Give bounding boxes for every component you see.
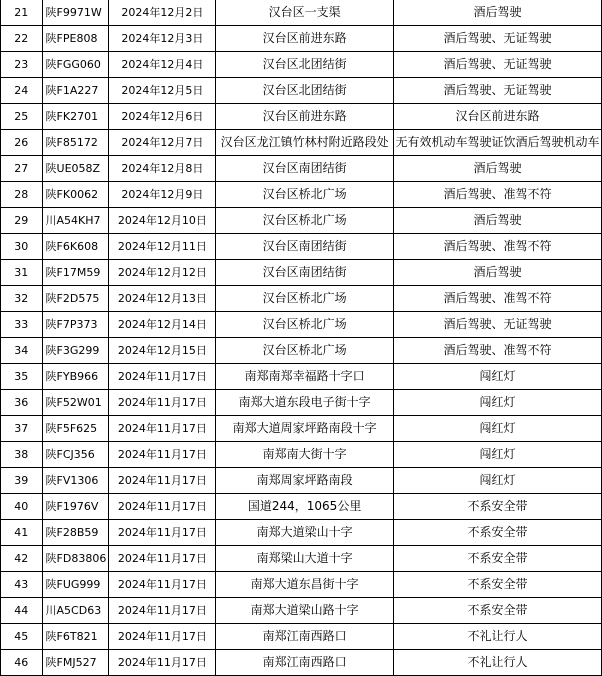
table-row bbox=[1, 156, 602, 182]
cell-date: 2024年12月10日 bbox=[109, 208, 216, 234]
cell-date: 2024年12月12日 bbox=[109, 260, 216, 286]
cell-date: 2024年12月11日 bbox=[109, 234, 216, 260]
cell-location: 南郑大道周家坪路南段十字 bbox=[216, 416, 394, 442]
table-row bbox=[1, 520, 602, 546]
cell-violation: 不系安全带 bbox=[394, 546, 602, 572]
cell-plate-number: 陕FV1306 bbox=[42, 468, 109, 494]
cell-plate-number: 陕F52W01 bbox=[42, 390, 109, 416]
cell-violation: 不礼让行人 bbox=[394, 624, 602, 650]
cell-violation: 无有效机动车驾驶证饮酒后驾驶机动车 bbox=[394, 130, 602, 156]
cell-location: 汉台区一支渠 bbox=[216, 0, 394, 26]
table-row bbox=[1, 338, 602, 364]
cell-plate-number: 陕FGG060 bbox=[42, 52, 109, 78]
cell-plate-number: 陕FYB966 bbox=[42, 364, 109, 390]
cell-location: 汉台区南团结街 bbox=[216, 260, 394, 286]
cell-violation: 酒后驾驶、准驾不符 bbox=[394, 338, 602, 364]
cell-serial-number: 39 bbox=[1, 468, 43, 494]
table-row bbox=[1, 624, 602, 650]
cell-plate-number: 陕FCJ356 bbox=[42, 442, 109, 468]
cell-location: 汉台区桥北广场 bbox=[216, 338, 394, 364]
cell-serial-number: 24 bbox=[1, 78, 43, 104]
table-row bbox=[1, 104, 602, 130]
cell-serial-number: 30 bbox=[1, 234, 43, 260]
cell-serial-number: 36 bbox=[1, 390, 43, 416]
cell-serial-number: 42 bbox=[1, 546, 43, 572]
cell-plate-number: 陕F1A227 bbox=[42, 78, 109, 104]
table-row bbox=[1, 26, 602, 52]
cell-serial-number: 37 bbox=[1, 416, 43, 442]
cell-date: 2024年12月5日 bbox=[109, 78, 216, 104]
cell-violation: 酒后驾驶 bbox=[394, 0, 602, 26]
table-row bbox=[1, 52, 602, 78]
cell-date: 2024年12月13日 bbox=[109, 286, 216, 312]
cell-location: 南郑梁山大道十字 bbox=[216, 546, 394, 572]
cell-date: 2024年12月3日 bbox=[109, 26, 216, 52]
cell-date: 2024年11月17日 bbox=[109, 416, 216, 442]
cell-plate-number: 陕FK0062 bbox=[42, 182, 109, 208]
cell-location: 汉台区桥北广场 bbox=[216, 312, 394, 338]
cell-violation: 酒后驾驶、无证驾驶 bbox=[394, 26, 602, 52]
table-row bbox=[1, 572, 602, 598]
cell-date: 2024年11月17日 bbox=[109, 390, 216, 416]
cell-date: 2024年12月15日 bbox=[109, 338, 216, 364]
cell-date: 2024年12月9日 bbox=[109, 182, 216, 208]
cell-plate-number: 陕F2D575 bbox=[42, 286, 109, 312]
cell-violation: 闯红灯 bbox=[394, 390, 602, 416]
cell-plate-number: 陕F9971W bbox=[42, 0, 109, 26]
cell-location: 国道244，1065公里 bbox=[216, 494, 394, 520]
table-row bbox=[1, 598, 602, 624]
cell-location: 南郑南郑幸福路十字口 bbox=[216, 364, 394, 390]
cell-serial-number: 25 bbox=[1, 104, 43, 130]
cell-serial-number: 34 bbox=[1, 338, 43, 364]
cell-serial-number: 23 bbox=[1, 52, 43, 78]
cell-date: 2024年11月17日 bbox=[109, 442, 216, 468]
table-row bbox=[1, 0, 602, 26]
cell-date: 2024年11月17日 bbox=[109, 650, 216, 676]
cell-date: 2024年11月17日 bbox=[109, 598, 216, 624]
cell-plate-number: 陕F5F625 bbox=[42, 416, 109, 442]
cell-violation: 不系安全带 bbox=[394, 598, 602, 624]
cell-date: 2024年12月8日 bbox=[109, 156, 216, 182]
table-row bbox=[1, 208, 602, 234]
cell-plate-number: 川A54KH7 bbox=[42, 208, 109, 234]
cell-plate-number: 陕F7P373 bbox=[42, 312, 109, 338]
cell-location: 汉台区前进东路 bbox=[216, 26, 394, 52]
cell-location: 汉台区桥北广场 bbox=[216, 182, 394, 208]
cell-plate-number: 陕F28B59 bbox=[42, 520, 109, 546]
table-row bbox=[1, 442, 602, 468]
cell-serial-number: 32 bbox=[1, 286, 43, 312]
cell-violation: 酒后驾驶 bbox=[394, 156, 602, 182]
cell-location: 汉台区龙江镇竹林村附近路段处 bbox=[216, 130, 394, 156]
cell-location: 南郑大道梁山十字 bbox=[216, 520, 394, 546]
cell-date: 2024年11月17日 bbox=[109, 494, 216, 520]
cell-violation: 闯红灯 bbox=[394, 364, 602, 390]
cell-location: 南郑大道东段电子街十字 bbox=[216, 390, 394, 416]
table-row bbox=[1, 390, 602, 416]
table-row bbox=[1, 260, 602, 286]
cell-date: 2024年11月17日 bbox=[109, 468, 216, 494]
cell-date: 2024年11月17日 bbox=[109, 364, 216, 390]
cell-location: 南郑周家坪路南段 bbox=[216, 468, 394, 494]
cell-location: 汉台区北团结街 bbox=[216, 52, 394, 78]
table-row bbox=[1, 494, 602, 520]
cell-violation: 闯红灯 bbox=[394, 468, 602, 494]
table-row bbox=[1, 234, 602, 260]
cell-violation: 酒后驾驶、准驾不符 bbox=[394, 234, 602, 260]
cell-date: 2024年12月6日 bbox=[109, 104, 216, 130]
cell-serial-number: 38 bbox=[1, 442, 43, 468]
cell-violation: 不礼让行人 bbox=[394, 650, 602, 676]
cell-serial-number: 35 bbox=[1, 364, 43, 390]
cell-plate-number: 陕FD83806 bbox=[42, 546, 109, 572]
cell-plate-number: 陕F17M59 bbox=[42, 260, 109, 286]
cell-location: 汉台区桥北广场 bbox=[216, 208, 394, 234]
cell-serial-number: 45 bbox=[1, 624, 43, 650]
cell-serial-number: 28 bbox=[1, 182, 43, 208]
cell-plate-number: 陕F85172 bbox=[42, 130, 109, 156]
cell-serial-number: 21 bbox=[1, 0, 43, 26]
cell-plate-number: 陕F3G299 bbox=[42, 338, 109, 364]
cell-date: 2024年12月2日 bbox=[109, 0, 216, 26]
cell-location: 汉台区北团结街 bbox=[216, 78, 394, 104]
cell-location: 南郑大道东昌街十字 bbox=[216, 572, 394, 598]
table-row bbox=[1, 78, 602, 104]
table-row bbox=[1, 416, 602, 442]
cell-violation: 酒后驾驶、无证驾驶 bbox=[394, 78, 602, 104]
cell-serial-number: 31 bbox=[1, 260, 43, 286]
cell-plate-number: 川A5CD63 bbox=[42, 598, 109, 624]
cell-serial-number: 29 bbox=[1, 208, 43, 234]
table-row bbox=[1, 312, 602, 338]
cell-date: 2024年12月14日 bbox=[109, 312, 216, 338]
cell-location: 汉台区南团结街 bbox=[216, 234, 394, 260]
cell-plate-number: 陕UE058Z bbox=[42, 156, 109, 182]
cell-serial-number: 46 bbox=[1, 650, 43, 676]
cell-serial-number: 27 bbox=[1, 156, 43, 182]
cell-serial-number: 26 bbox=[1, 130, 43, 156]
table-row bbox=[1, 546, 602, 572]
cell-plate-number: 陕F6T821 bbox=[42, 624, 109, 650]
cell-serial-number: 40 bbox=[1, 494, 43, 520]
cell-violation: 酒后驾驶 bbox=[394, 260, 602, 286]
table-row bbox=[1, 130, 602, 156]
cell-date: 2024年11月17日 bbox=[109, 572, 216, 598]
cell-violation: 酒后驾驶、准驾不符 bbox=[394, 182, 602, 208]
table-row bbox=[1, 364, 602, 390]
table-row bbox=[1, 650, 602, 676]
cell-location: 汉台区南团结街 bbox=[216, 156, 394, 182]
cell-date: 2024年12月7日 bbox=[109, 130, 216, 156]
cell-plate-number: 陕FK2701 bbox=[42, 104, 109, 130]
cell-violation: 闯红灯 bbox=[394, 416, 602, 442]
cell-location: 南郑大道梁山路十字 bbox=[216, 598, 394, 624]
cell-location: 汉台区前进东路 bbox=[216, 104, 394, 130]
cell-serial-number: 41 bbox=[1, 520, 43, 546]
cell-plate-number: 陕FMJ527 bbox=[42, 650, 109, 676]
cell-violation: 不系安全带 bbox=[394, 572, 602, 598]
cell-location: 南郑江南西路口 bbox=[216, 624, 394, 650]
cell-violation: 酒后驾驶、准驾不符 bbox=[394, 286, 602, 312]
cell-violation: 不系安全带 bbox=[394, 520, 602, 546]
cell-plate-number: 陕FUG999 bbox=[42, 572, 109, 598]
table-row bbox=[1, 468, 602, 494]
cell-location: 南郑江南西路口 bbox=[216, 650, 394, 676]
table-row bbox=[1, 182, 602, 208]
cell-violation: 酒后驾驶、无证驾驶 bbox=[394, 52, 602, 78]
cell-date: 2024年11月17日 bbox=[109, 520, 216, 546]
cell-date: 2024年11月17日 bbox=[109, 624, 216, 650]
cell-plate-number: 陕F1976V bbox=[42, 494, 109, 520]
cell-plate-number: 陕FPE808 bbox=[42, 26, 109, 52]
cell-violation: 酒后驾驶 bbox=[394, 208, 602, 234]
cell-plate-number: 陕F6K608 bbox=[42, 234, 109, 260]
cell-location: 汉台区桥北广场 bbox=[216, 286, 394, 312]
table-row bbox=[1, 286, 602, 312]
cell-violation: 酒后驾驶、无证驾驶 bbox=[394, 312, 602, 338]
cell-violation: 不系安全带 bbox=[394, 494, 602, 520]
table-body bbox=[1, 0, 602, 676]
cell-serial-number: 44 bbox=[1, 598, 43, 624]
cell-serial-number: 43 bbox=[1, 572, 43, 598]
cell-serial-number: 33 bbox=[1, 312, 43, 338]
cell-violation: 闯红灯 bbox=[394, 442, 602, 468]
cell-date: 2024年12月4日 bbox=[109, 52, 216, 78]
cell-violation: 汉台区前进东路 bbox=[394, 104, 602, 130]
cell-serial-number: 22 bbox=[1, 26, 43, 52]
cell-location: 南郑南大街十字 bbox=[216, 442, 394, 468]
cell-date: 2024年11月17日 bbox=[109, 546, 216, 572]
